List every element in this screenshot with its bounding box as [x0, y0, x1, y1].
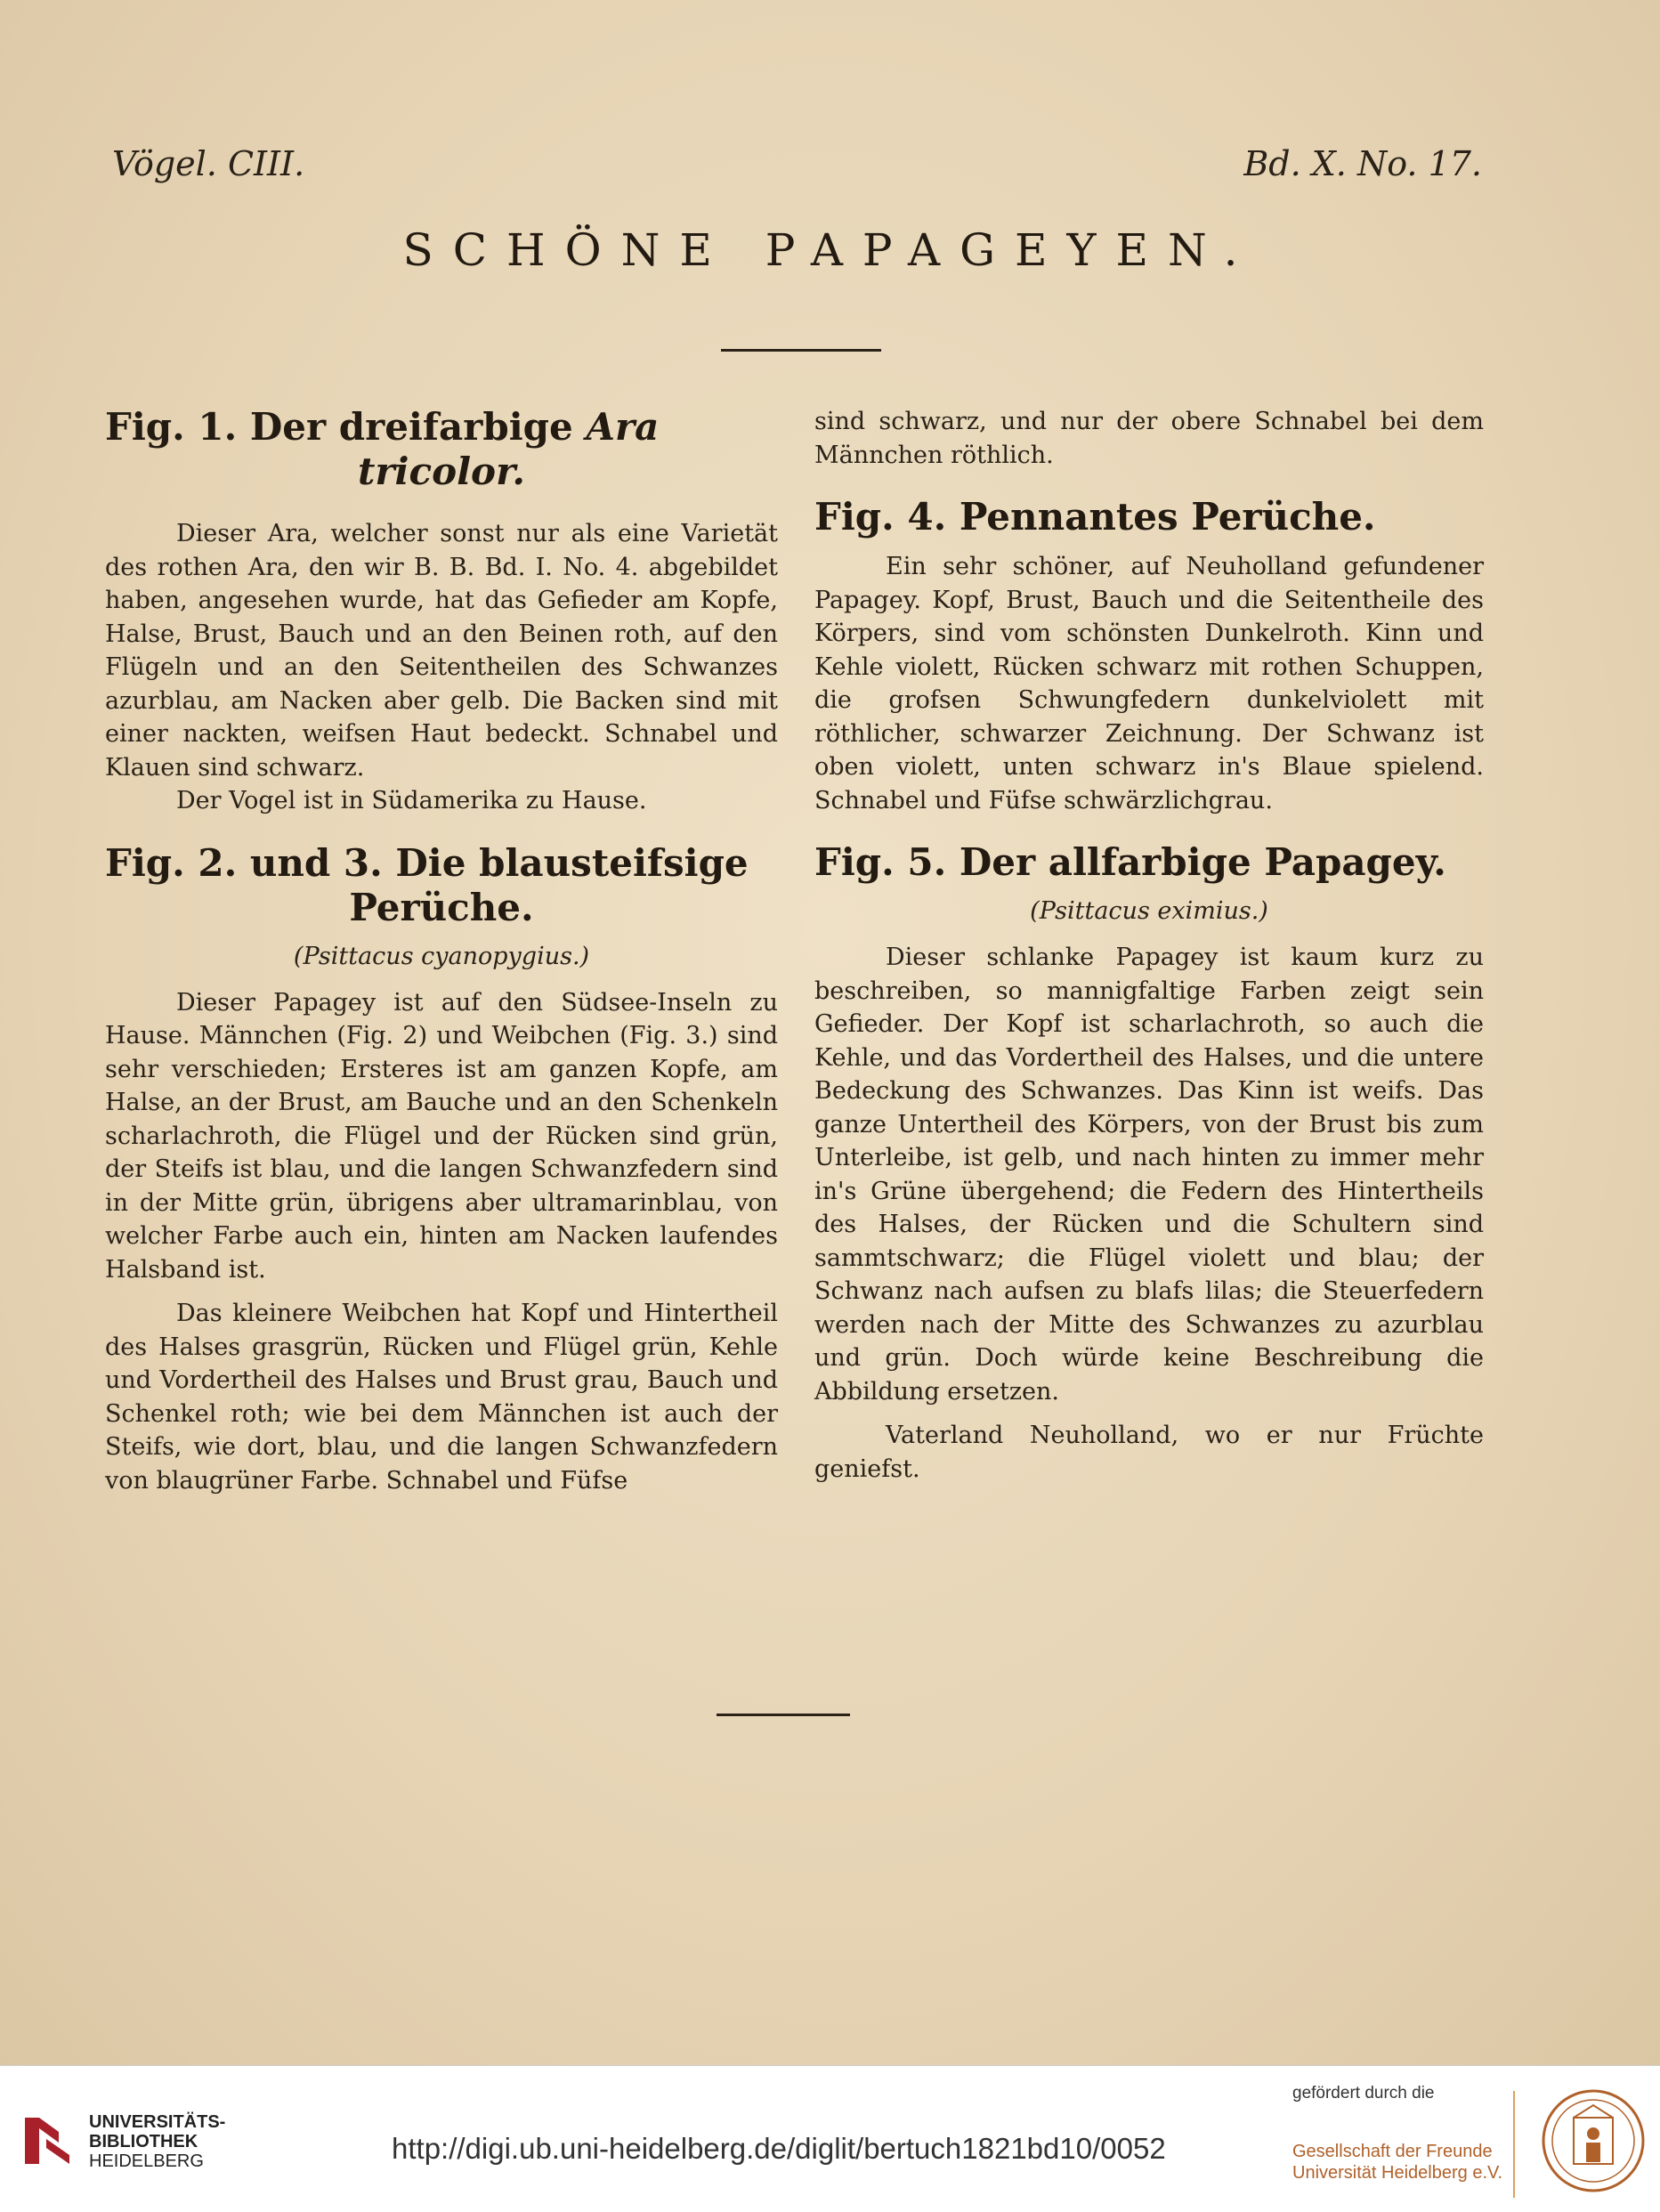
page-title: SCHÖNE PAPAGEYEN.: [402, 224, 1258, 276]
title-divider: [721, 349, 881, 352]
page-header-left: Vögel. CIII.: [112, 144, 305, 183]
fig23-continuation: sind schwarz, und nur der obere Schnabel bei dem Männchen röthlich.: [814, 408, 1484, 469]
fig23-heading-name: Perüche.: [349, 885, 534, 929]
end-divider: [717, 1714, 850, 1716]
library-name-line3: HEIDELBERG: [89, 2151, 204, 2171]
fig4-section: [814, 495, 1484, 817]
fig23-section: [105, 841, 778, 1498]
fig1-section: [105, 405, 778, 818]
fig4-heading: Fig. 4. Pennantes Perüche.: [814, 495, 1376, 539]
library-name-line1: UNIVERSITÄTS-: [89, 2112, 226, 2132]
university-library-logo-icon[interactable]: [20, 2112, 77, 2169]
fig5-heading: Fig. 5. Der allfarbige Papagey.: [814, 840, 1446, 884]
fig1-description: Dieser Ara, welcher sonst nur als eine Varietät des rothen Ara, den wir B. B. Bd. I. No. 4. abgebildet haben, angesehen wurde, hat das Gefieder am Kopfe, Halse, Brust, Bauch und an den Beinen roth, auf den Flügeln und an den Seitentheilen des Schwanzes azurblau, am Nacken aber gelb. Die Backen sind mit einer nackten, weifsen Haut bedeckt. Schnabel und Klauen sind schwarz.: [105, 520, 778, 782]
library-name-line2: BIBLIOTHEK: [89, 2132, 198, 2151]
fig23-description: Dieser Papagey ist auf den Südsee-Inseln zu Hause. Männchen (Fig. 2) und Weibchen (Fig. 3.) sind sehr verschieden; Ersteres ist am ganzen Kopfe, am Halse, an der Brust, am Bauche und an den Schenkeln scharlachroth, die Flügel und der Rücken sind grün, der Steifs ist blau, und die langen Schwanzfedern sind in der Mitte grün, übrigens aber ultramarinblau, von welcher Farbe auch ein, hinten am Nacken laufendes Halsband ist.: [105, 988, 778, 1284]
fig5-section: [814, 840, 1484, 1486]
page-header-right: Bd. X. No. 17.: [1243, 144, 1482, 183]
fig23-latin-name: (Psittacus cyanopygius.): [293, 942, 590, 970]
university-seal-icon[interactable]: [1540, 2087, 1647, 2194]
permalink-url[interactable]: http://digi.ub.uni-heidelberg.de/diglit/bertuch1821bd10/0052: [392, 2132, 1166, 2165]
fig23-female-description: Das kleinere Weibchen hat Kopf und Hintertheil des Halses grasgrün, Rücken und Flügel grün, Kehle und Vordertheil des Halses und Brust grau, Bauch und Schenkel roth; wie bei dem Männchen ist auch der Steifs, wie dort, blau, und die langen Schwanzfedern von blaugrüner Farbe. Schnabel und Füfse: [105, 1300, 778, 1495]
sponsor-divider: [1513, 2091, 1515, 2198]
fig1-heading-species: tricolor.: [358, 450, 525, 493]
fig4-description: Ein sehr schöner, auf Neuholland gefundener Papagey. Kopf, Brust, Bauch und die Seitentheile des Körpers, sind vom schönsten Dunkelroth. Kinn und Kehle violett, Rücken schwarz mit rothen Schuppen, die grofsen Schwungfedern dunkelviolett mit röthlicher, schwarzer Zeichnung. Der Schwanz ist oben violett, unten schwarz in's Blaue spielend. Schnabel und Füfse schwärzlichgrau.: [814, 553, 1484, 814]
sponsor-name: [1292, 2141, 1502, 2184]
sponsor-name-line1: Gesellschaft der Freunde: [1292, 2142, 1493, 2161]
fig5-habitat: Vaterland Neuholland, wo er nur Früchte geniefst.: [814, 1422, 1484, 1483]
fig23-heading-text: Fig. 2. und 3. Die blausteifsige: [105, 840, 749, 885]
fig5-latin-name: (Psittacus eximius.): [1030, 897, 1268, 925]
fig1-habitat: Der Vogel ist in Südamerika zu Hause.: [176, 787, 647, 814]
sponsor-label: gefördert durch die: [1292, 2084, 1435, 2103]
sponsor-name-line2: Universität Heidelberg e.V.: [1292, 2163, 1503, 2183]
fig23-heading: [105, 841, 778, 930]
digitization-footer: [0, 2065, 1660, 2212]
left-column: [105, 405, 778, 1497]
fig1-heading: [105, 405, 778, 494]
fig5-description: Dieser schlanke Papagey ist kaum kurz zu beschreiben, so mannigfaltige Farben zeigt sein Gefieder. Der Kopf ist scharlachroth, so auch die Kehle, und das Vordertheil des Halses, und die untere Bedeckung des Schwanzes. Das Kinn ist weifs. Das ganze Untertheil des Körpers, von der Brust bis zum Unterleibe, ist gelb, und nach hinten zu immer mehr in's Grüne übergehend; die Federn des Hintertheils des Halses, der Rücken und die Schultern sind sammtschwarz; die Flügel violett und blau; der Schwanz nach aufsen zu blafs lilas; die Steuerfedern werden nach der Mitte des Schwanzes zu azurblau und grün. Doch würde keine Beschreibung die Abbildung ersetzen.: [814, 944, 1484, 1406]
right-column: [814, 405, 1484, 1486]
fig1-heading-text: Fig. 1. Der dreifarbige: [105, 405, 573, 449]
library-name: [89, 2112, 225, 2171]
fig1-heading-genus: Ara: [586, 405, 660, 449]
